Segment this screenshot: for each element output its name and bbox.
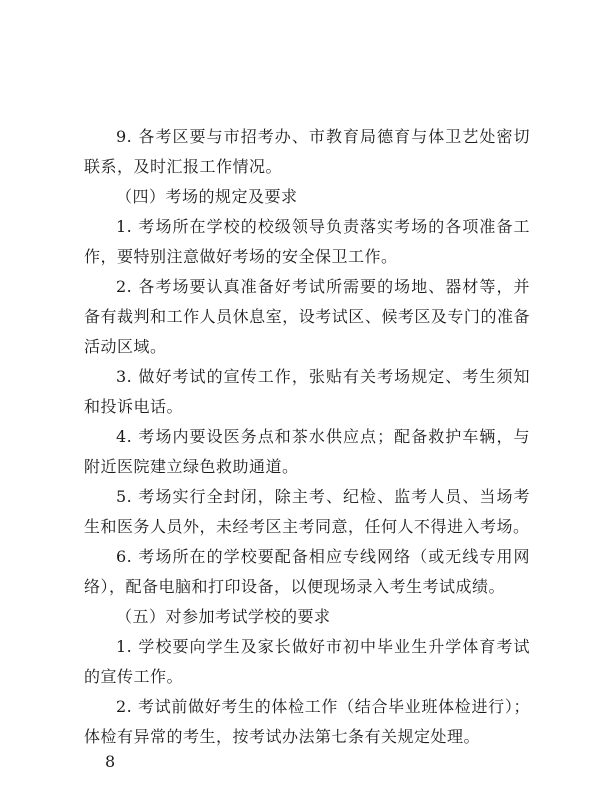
paragraph-item-6: 6. 考场所在的学校要配备相应专线网络（或无线专用网络），配备电脑和打印设备，以便现场录入考生考试成绩。 (84, 547, 530, 596)
paragraph-school-item-2: 2. 考试前做好考生的体检工作（结合毕业班体检进行）；体检有异常的考生，按考试办法第七条有关规定处理。 (84, 697, 530, 746)
paragraph-item-9: 9. 各考区要与市招考办、市教育局德育与体卫艺处密切联系，及时汇报工作情况。 (84, 127, 530, 176)
paragraph-item-3: 3. 做好考试的宣传工作，张贴有关考场规定、考生须知和投诉电话。 (84, 367, 530, 416)
paragraph-item-2: 2. 各考场要认真准备好考试所需要的场地、器材等，并备有裁判和工作人员休息室，设考试区、候考区及专门的准备活动区域。 (84, 277, 530, 356)
paragraph-item-1: 1. 考场所在学校的校级领导负责落实考场的各项准备工作，要特别注意做好考场的安全保卫工作。 (84, 217, 530, 266)
page-number: 8 (105, 752, 116, 771)
section-heading-4: （四）考场的规定及要求 (116, 187, 298, 206)
section-heading-5: （五）对参加考试学校的要求 (116, 607, 331, 626)
paragraph-school-item-1: 1. 学校要向学生及家长做好市初中毕业生升学体育考试的宣传工作。 (84, 637, 530, 686)
paragraph-item-4: 4. 考场内要设医务点和茶水供应点；配备救护车辆，与附近医院建立绿色救助通道。 (84, 427, 530, 476)
paragraph-item-5: 5. 考场实行全封闭，除主考、纪检、监考人员、当场考生和医务人员外，未经考区主考同意，任何人不得进入考场。 (84, 487, 530, 536)
